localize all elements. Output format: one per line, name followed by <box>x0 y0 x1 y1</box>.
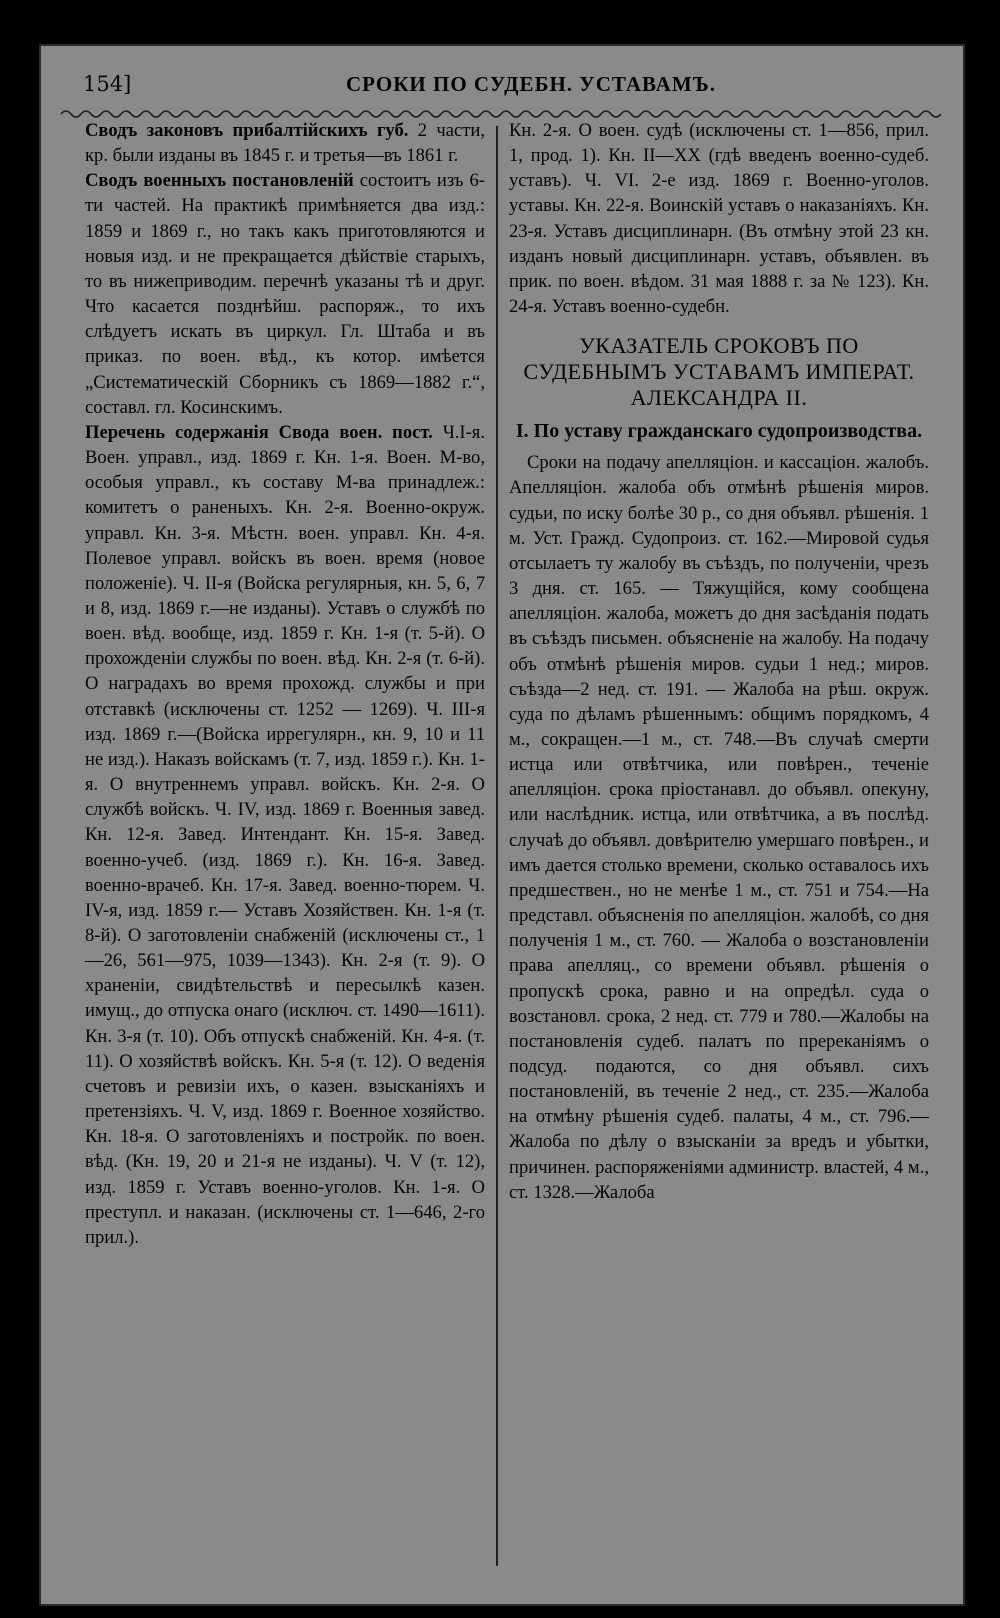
paragraph-lead: Сводъ законовъ прибалтійскихъ губ. <box>85 120 409 141</box>
paragraph-military-contents <box>85 420 485 1250</box>
paragraph-text: состоитъ изъ 6-ти частей. На практикѣ примѣняется два изд.: 1859 и 1869 г., но такъ какъ приготовляются и новыя изд. и не прекращается дѣйствіе старыхъ, то въ нижеприводим. перечнѣ указаны тѣ и друг. Что касается позднѣйш. распоряж., то ихъ слѣдуетъ искать въ циркул. Гл. Штаба и въ приказ. по воен. вѣд., къ котор. имѣется „Систематическій Сборникъ съ 1869—1882 г.“, составл. гл. Косинскимъ. <box>85 170 485 418</box>
paragraph-appeal-terms: Сроки на подачу апелляціон. и кассаціон. жалобъ. Апелляціон. жалоба объ отмѣнѣ рѣшенія миров. судьи, по иску болѣе 30 р., со дня объявл. рѣшенія. 1 м. Уст. Гражд. Судопроиз. ст. 162.—Мировой судья отсылаетъ ту жалобу въ съѣздъ, по полученіи, чрезъ 3 дня. ст. 165. — Тяжущійся, кому сообщена апелляціон. жалоба, можетъ до дня засѣданія подать въ съѣздъ письмен. объясненіе на жалобу. На подачу объ отмѣнѣ рѣшенія миров. судьи 1 нед.; миров. съѣзда—2 нед. ст. 191. — Жалоба на рѣш. окруж. суда по дѣламъ рѣшеннымъ: общимъ порядкомъ, 4 м., сокращен.—1 м., ст. 748.—Въ случаѣ смерти истца или отвѣтчика, или повѣрен., теченіе апелляціон. срока пріостанавл. до объявл. опекуну, или наслѣдник. истца, или отвѣтчика, а въ послѣд. случаѣ до объявл. довѣрителю умершаго повѣрен., и имъ дается столько времени, сколько оставалось ихъ предшествен., но не менѣе 1 м., ст. 751 и 754.—На представл. объясненія по апелляціон. жалобѣ, со дня полученія 1 м., ст. 760. — Жалоба о возстановленіи права апелляц., со времени объявл. рѣшенія о пропускѣ срока, равно и на опредѣл. суда о возстановл. срока, 2 нед. ст. 779 и 780.—Жалобы на постановленія судеб. палатъ по пререканіямъ о подсуд. подаются, со дня объявл. сихъ постановленій, въ теченіе 2 нед., ст. 235.—Жалоба на отмѣну рѣшенія судеб. палаты, 4 м., ст. 796.— Жалоба по дѣлу о взысканіи за вредъ и убытки, причинен. распоряженіями администр. властей, 4 м., ст. 1328.—Жалоба <box>509 452 929 1203</box>
paragraph-continuation: Кн. 2-я. О воен. судѣ (исключены ст. 1—856, прил. 1, прод. 1). Кн. II—XX (гдѣ введенъ военно-судеб. уставъ). Ч. VI. 2-е изд. 1869 г. Военно-уголов. уставы. Кн. 22-я. Воинскій уставъ о наказаніяхъ. Кн. 23-я. Уставъ дисциплинарн. (Въ отмѣну этой 23 кн. изданъ новый дисциплинарн. уставъ, объявлен. въ прик. по воен. вѣдом. 31 мая 1888 г. за № 123). Кн. 24-я. Уставъ военно-судебн. <box>509 120 929 318</box>
column-divider <box>496 126 498 1566</box>
subsection-title: I. По уставу гражданскаго судопроизводства. <box>515 420 923 443</box>
section-title: УКАЗАТЕЛЬ СРОКОВЪ ПО СУДЕБНЫМЪ УСТАВАМЪ ИМПЕРАТ. АЛЕКСАНДРА II. <box>523 333 915 411</box>
scanned-page <box>39 44 965 1606</box>
paragraph-baltic-laws <box>85 118 485 168</box>
paragraph-military-code <box>85 168 485 420</box>
paragraph-text: 2 части, кр. были изданы въ 1845 г. и третья—въ 1861 г. <box>85 120 485 167</box>
right-column <box>509 118 929 1205</box>
paragraph-text: Ч.I-я. Воен. управл., изд. 1869 г. Кн. 1-я. Воен. М-во, особыя управл., къ составу М-ва принадлеж.: комитетъ о раненыхъ. Кн. 2-я. Военно-окруж. управл. Кн. 3-я. Мѣстн. воен. управл. Кн. 4-я. Полевое управл. войскъ въ воен. время (новое положеніе). Ч. II-я (Войска регулярныя, кн. 5, 6, 7 и 8, изд. 1869 г.—не изданы). Уставъ о службѣ по воен. вѣд. вообще, изд. 1859 г. Кн. 1-я (т. 5-й). О прохожденіи службы по воен. вѣд. Кн. 2-я (т. 6-й). О наградахъ во время прохожд. службы и при отставкѣ (исключены ст. 1252 — 1269). Ч. III-я изд. 1869 г.—(Войска иррегулярн., кн. 9, 10 и 11 не изд.). Наказъ войскамъ (т. 7, изд. 1859 г.). Кн. 1-я. О внутреннемъ управл. войскъ. Кн. 2-я. О службѣ войскъ. Ч. IV, изд. 1869 г. Военныя завед. Кн. 12-я. Завед. Интендант. Кн. 15-я. Завед. военно-учеб. (изд. 1869 г.). Кн. 16-я. Завед. военно-врачеб. Кн. 17-я. Завед. военно-тюрем. Ч. IV-я, изд. 1859 г.— Уставъ Хозяйствен. Кн. 1-я (т. 8-й). О заготовленіи снабженій (исключены ст., 1—26, 561—975, 1039—1343). Кн. 2-я (т. 9). О храненіи, свидѣтельствѣ и пересылкѣ казен. имущ., до отпуска онаго (исключ. ст. 1490—1611). Кн. 3-я (т. 10). Объ отпускѣ снабженій. Кн. 4-я. (т. 11). О хозяйствѣ войскъ. Кн. 5-я (т. 12). О веденія счетовъ и ревизіи ихъ, о казен. взысканіяхъ и претензіяхъ. Ч. V, изд. 1869 г. Военное хозяйство. Кн. 18-я. О заготовленіяхъ и постройк. по воен. вѣд. (Кн. 19, 20 и 21-я не изданы). Ч. V (т. 12), изд. 1859 г. Уставъ военно-уголов. Кн. 1-я. О преступл. и наказан. (исключены ст. 1—646, 2-го прил.). <box>85 421 486 1248</box>
page-number: 154] <box>83 72 132 96</box>
paragraph-lead: Перечень содержанія Свода воен. пост. <box>85 421 433 443</box>
page-header <box>41 64 963 104</box>
left-column <box>85 118 485 1250</box>
paragraph-lead: Сводъ военныхъ постановленій <box>85 170 354 192</box>
running-title: СРОКИ ПО СУДЕБН. УСТАВАМЪ. <box>346 72 716 96</box>
